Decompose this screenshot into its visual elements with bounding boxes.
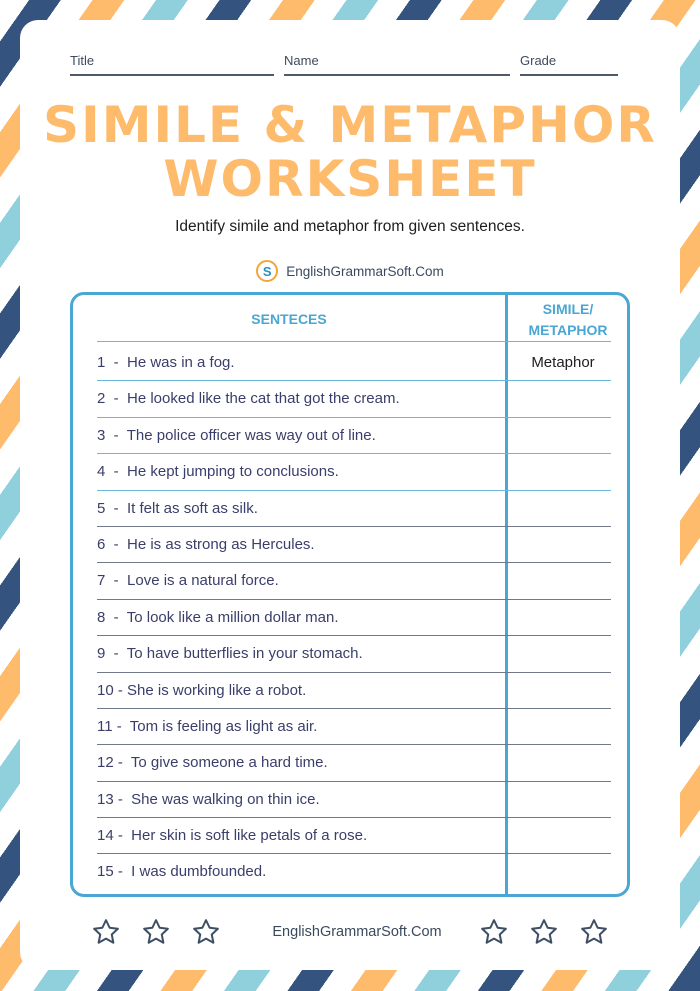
sentence: 9 - To have butterflies in your stomach. (97, 645, 363, 663)
header-sentences: SENTECES (251, 311, 327, 327)
sentence: 11 - Tom is feeling as light as air. (97, 717, 318, 735)
name-field-label: Name (284, 53, 319, 68)
table-row (97, 709, 611, 745)
star-icon (578, 917, 610, 947)
name-field-line (284, 74, 510, 76)
header-type-line-1: SIMILE/ (542, 301, 594, 317)
table-row (97, 854, 611, 890)
sentence: 14 - Her skin is soft like petals of a rose. (97, 827, 368, 845)
sentence: 6 - He is as strong as Hercules. (97, 535, 315, 553)
table-row (97, 527, 611, 563)
star-icon (140, 917, 172, 947)
star-icon (190, 917, 222, 947)
table-row (97, 454, 611, 490)
sentence: 4 - He kept jumping to conclusions. (97, 463, 339, 481)
brand-logo-icon: S (256, 260, 278, 282)
answer-field[interactable]: Metaphor (531, 354, 595, 371)
sentence: 12 - To give someone a hard time. (97, 754, 328, 772)
star-icon (478, 917, 510, 947)
sentence: 1 - He was in a fog. (97, 354, 235, 371)
header-type-line-2: METAPHOR (528, 322, 608, 338)
brand-header (0, 260, 700, 282)
table-row (97, 600, 611, 636)
table-row (97, 563, 611, 599)
stars-right (478, 917, 610, 947)
header-simile-metaphor (508, 299, 628, 341)
header-fields (70, 53, 618, 76)
title-field-label: Title (70, 53, 95, 68)
sentence: 15 - I was dumbfounded. (97, 863, 267, 881)
sentence: 5 - It felt as soft as silk. (97, 499, 258, 517)
table-row (97, 673, 611, 709)
grade-field[interactable] (520, 53, 618, 76)
footer-brand: EnglishGrammarSoft.Com (272, 924, 442, 940)
grade-field-label: Grade (520, 53, 557, 68)
stars-left (90, 917, 222, 947)
table-row (97, 818, 611, 854)
sentence: 13 - She was walking on thin ice. (97, 790, 320, 808)
brand-name: EnglishGrammarSoft.Com (286, 263, 444, 279)
table-row (97, 345, 611, 381)
title-line-2: WORKSHEET (163, 150, 537, 208)
sentence: 7 - Love is a natural force. (97, 572, 279, 590)
worksheet-title (0, 98, 700, 206)
sentence: 2 - He looked like the cat that got the cream. (97, 390, 400, 408)
star-icon (528, 917, 560, 947)
table-rows (97, 345, 611, 891)
instructions: Identify simile and metaphor from given sentences. (175, 218, 525, 235)
sentence: 3 - The police officer was way out of line. (97, 426, 376, 444)
table-row (97, 636, 611, 672)
sentence: 8 - To look like a million dollar man. (97, 608, 339, 626)
table-row (97, 381, 611, 417)
exercise-table (70, 292, 630, 897)
star-icon (90, 917, 122, 947)
footer (0, 917, 700, 947)
sentence: 10 - She is working like a robot. (97, 681, 307, 699)
table-row (97, 418, 611, 454)
grade-field-line (520, 74, 618, 76)
table-row (97, 782, 611, 818)
header-rule (97, 341, 611, 342)
title-field[interactable] (70, 53, 274, 76)
table-row (97, 745, 611, 781)
title-line-1: SIMILE & METAPHOR (43, 96, 657, 154)
name-field[interactable] (284, 53, 510, 76)
title-field-line (70, 74, 274, 76)
table-row (97, 491, 611, 527)
